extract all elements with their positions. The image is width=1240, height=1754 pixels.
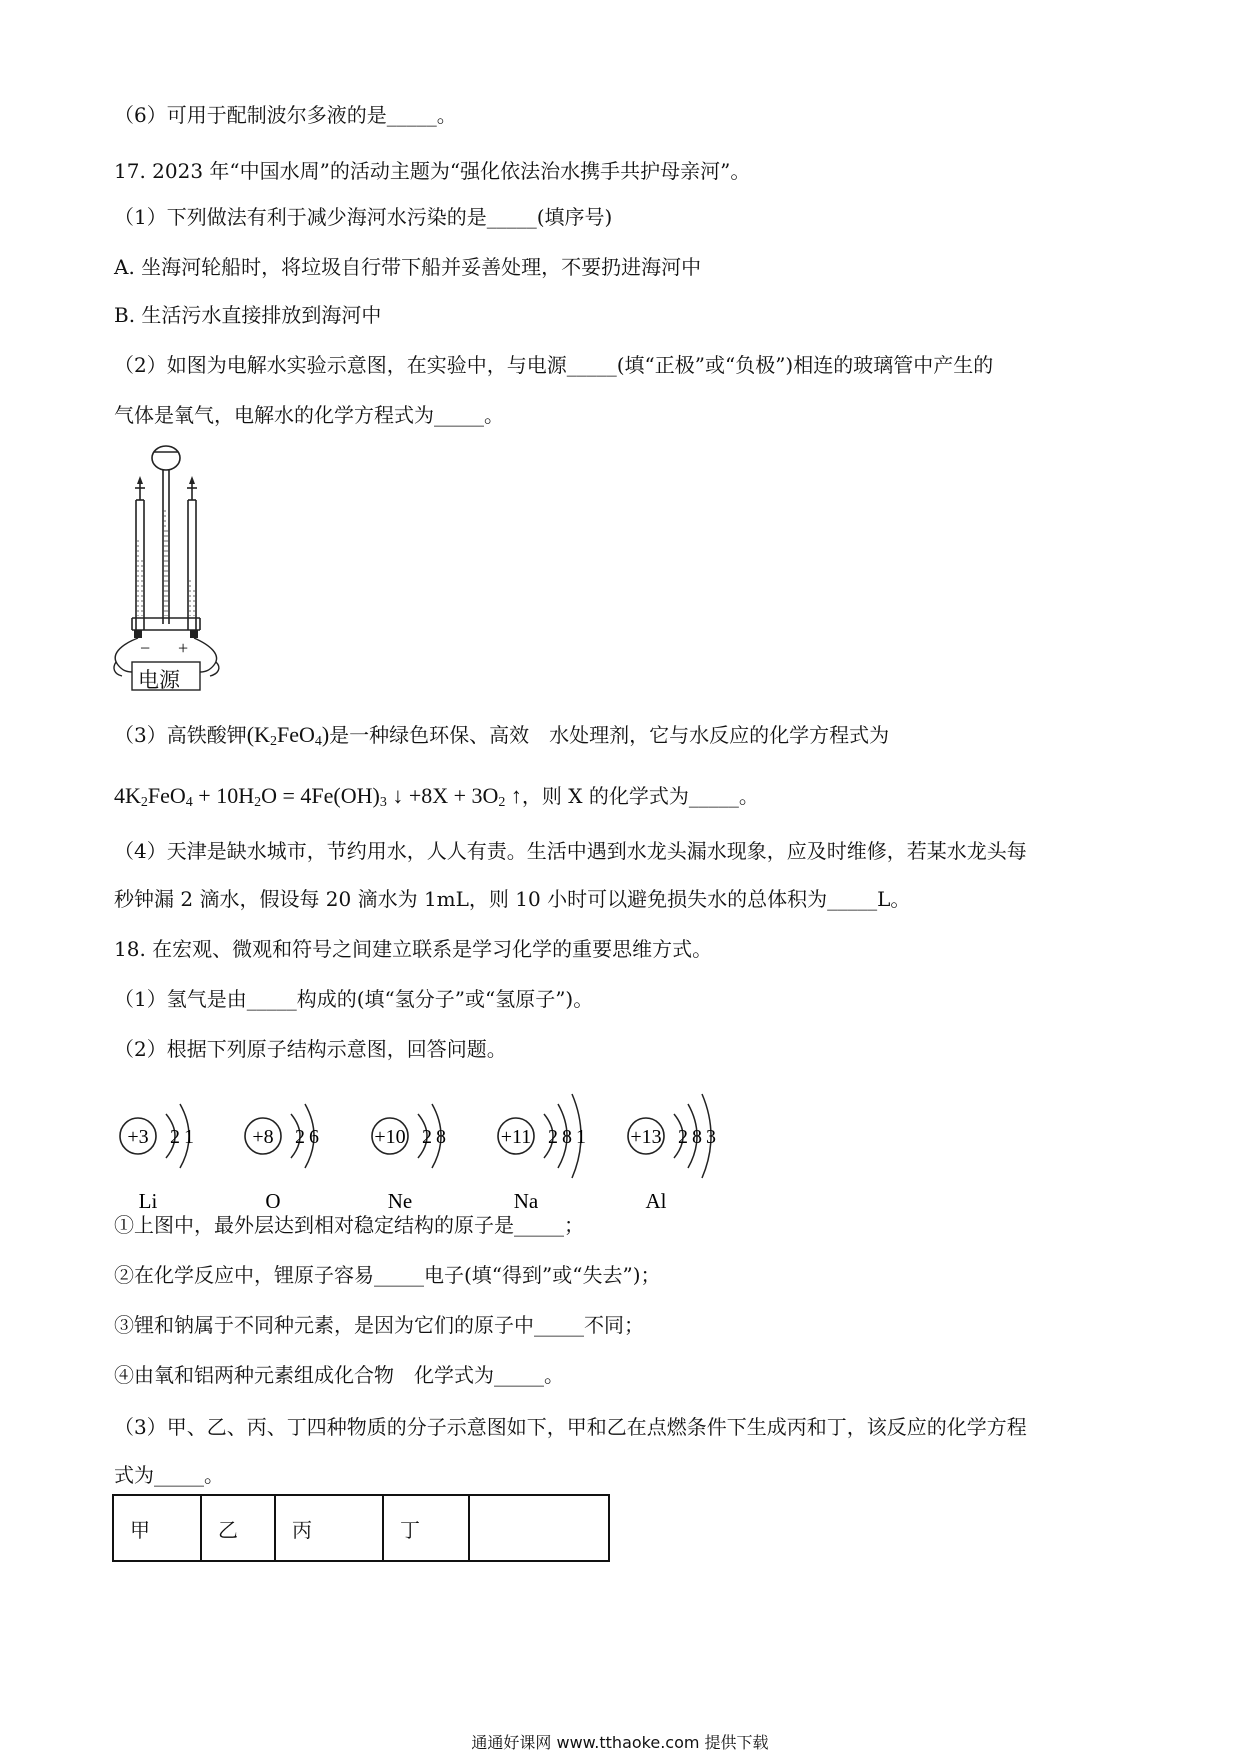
q17-3-tail: ，则 X 的化学式为_____。: [521, 784, 759, 808]
q18-1: （1）氢气是由_____构成的(填“氢分子”或“氢原子”)。: [114, 987, 594, 1011]
shell-electron-count: 3: [706, 1126, 716, 1148]
q17-2-line2: 气体是氧气，电解水的化学方程式为_____。: [114, 403, 504, 427]
electrode-plus-sign: +: [178, 638, 189, 658]
atom-al: [628, 1094, 716, 1213]
shell-electron-count: 2: [678, 1126, 688, 1148]
shell-electron-count: 1: [576, 1126, 586, 1148]
q17-4-line2: 秒钟漏 2 滴水，假设每 20 滴水为 1mL，则 10 小时可以避免损失水的总体积为_____L。: [114, 887, 911, 911]
nucleus-charge: +3: [127, 1126, 149, 1148]
element-symbol: Na: [513, 1189, 539, 1213]
shell-electron-count: 2: [548, 1126, 558, 1148]
molecule-cell-jia: 甲: [113, 1495, 201, 1561]
shell-electron-count: 2: [170, 1126, 180, 1148]
atom-na: [498, 1094, 586, 1213]
q17-4-line1: （4）天津是缺水城市，节约用水，人人有责。生活中遇到水龙头漏水现象，应及时维修，若某水龙头每: [114, 839, 1027, 863]
q18-3-line1: （3）甲、乙、丙、丁四种物质的分子示意图如下，甲和乙在点燃条件下生成丙和丁，该反应的化学方程: [114, 1415, 1027, 1439]
element-symbol: Al: [645, 1189, 667, 1213]
ferrate-reaction-equation: $4K_2FeO_4 + 10H_2O = 4Fe(OH)_3$ ↓ $+8X + 3O_2$ ↑，则 X 的化学式为_____。: [114, 783, 759, 810]
nucleus-charge: +13: [630, 1126, 662, 1148]
power-source-label: 电源: [138, 668, 180, 692]
nucleus-charge: +11: [500, 1126, 532, 1148]
shell-electron-count: 1: [184, 1126, 194, 1148]
q17-3-suffix: 是一种绿色环保、高效 水处理剂，它与水反应的化学方程式为: [329, 723, 890, 747]
element-symbol: O: [265, 1189, 281, 1213]
q17-1-option-b: B. 生活污水直接排放到海河中: [114, 303, 382, 327]
shell-electron-count: 2: [422, 1126, 432, 1148]
shell-electron-count: 8: [436, 1126, 446, 1148]
molecule-cell-ding: 丁: [383, 1495, 469, 1561]
electrolysis-diagram: [110, 440, 230, 700]
q17-3-prefix: （3）高铁酸钾: [114, 723, 247, 747]
q18-2-a: ①上图中，最外层达到相对稳定结构的原子是_____；: [114, 1213, 584, 1237]
nucleus-charge: +10: [374, 1126, 406, 1148]
molecule-cell-bing: 丙: [275, 1495, 383, 1561]
shell-electron-count: 6: [309, 1126, 319, 1148]
molecule-cell-yi: 乙: [201, 1495, 275, 1561]
nucleus-charge: +8: [252, 1126, 274, 1148]
q16-6: （6）可用于配制波尔多液的是_____。: [114, 103, 457, 127]
shell-electron-count: 2: [295, 1126, 305, 1148]
page-footer: 通通好课网 www.tthaoke.com 提供下载: [471, 1733, 769, 1752]
shell-electron-count: 8: [692, 1126, 702, 1148]
electrode-minus-sign: −: [140, 638, 151, 658]
q17-2-line1: （2）如图为电解水实验示意图，在实验中，与电源_____(填“正极”或“负极”)相连的玻璃管中产生的: [114, 353, 994, 377]
potassium-ferrate-formula: $(K_2FeO_4)$: [246, 722, 330, 749]
element-symbol: Li: [138, 1189, 158, 1213]
q17-3-line1: [114, 722, 889, 755]
atom-ne: [372, 1104, 446, 1213]
atom-diagrams: [100, 1076, 740, 1220]
q18-2: （2）根据下列原子结构示意图，回答问题。: [114, 1037, 507, 1061]
atom-o: [245, 1104, 319, 1213]
q17-1-option-a: A. 坐海河轮船时，将垃圾自行带下船并妥善处理，不要扔进海河中: [114, 255, 702, 279]
atom-li: [120, 1104, 194, 1213]
q18-title: 18. 在宏观、微观和符号之间建立联系是学习化学的重要思维方式。: [114, 937, 713, 961]
q17-title: 17. 2023 年“中国水周”的活动主题为“强化依法治水携手共护母亲河”。: [114, 159, 751, 183]
q18-3-line2: 式为_____。: [114, 1463, 224, 1487]
q18-2-d: ④由氧和铝两种元素组成化合物 化学式为_____。: [114, 1363, 564, 1387]
element-symbol: Ne: [387, 1189, 413, 1213]
shell-electron-count: 8: [562, 1126, 572, 1148]
q17-1: （1）下列做法有利于减少海河水污染的是_____(填序号): [114, 205, 613, 229]
molecule-table: [112, 1494, 610, 1562]
q18-2-b: ②在化学反应中，锂原子容易_____电子(填“得到”或“失去”)；: [114, 1263, 661, 1287]
q18-2-c: ③锂和钠属于不同种元素，是因为它们的原子中_____不同；: [114, 1313, 644, 1337]
molecule-cell-empty: [469, 1495, 609, 1561]
